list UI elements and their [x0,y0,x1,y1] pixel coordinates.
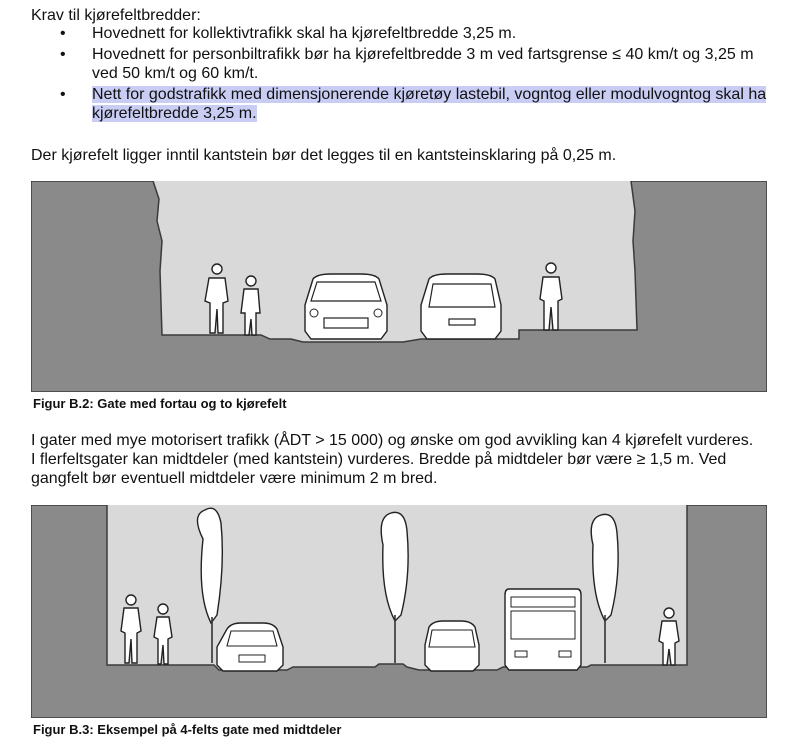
highlighted-bullet-text: Nett for godstrafikk med dimensjonerende kjøretøy lastebil, vogntog eller modulvogntog skal ha kjørefeltbredde 3,25 m. [92,86,767,122]
figure-b2-street-section [31,181,767,392]
list-item [56,45,776,83]
requirements-heading: Krav til kjørefeltbredder: [31,7,201,24]
bus-figure [505,589,581,670]
list-item [56,85,776,123]
car-front-view-figure [217,623,283,671]
list-item [56,24,776,43]
figure-b3-caption: Figur B.3: Eksempel på 4-felts gate med midtdeler [33,722,342,737]
paragraph-curb-clearance: Der kjørefelt ligger inntil kantstein bør det legges til en kantsteinsklaring på 0,25 m. [31,147,617,164]
four-lane-section-illustration [31,505,767,718]
requirements-list [56,24,776,125]
car-rear-view-figure [421,274,501,339]
figure-b2-caption: Figur B.2: Gate med fortau og to kjørefelt [33,396,287,411]
paragraph-median: I gater med mye motorisert trafikk (ÅDT > 15 000) og ønske om god avvikling kan 4 kjørefelt vurderes. I flerfeltsgater kan midtdeler (med kantstein) vurderes. Bredde på midtdeler bør være ≥ 1,5 m. Ved gangfelt bør eventuell midtdeler være minimum 2 m bred. [31,432,754,487]
car-front-view-figure [305,274,387,339]
bullet-text: Hovednett for kollektivtrafikk skal ha kjørefeltbredde 3,25 m. [92,25,517,42]
street-section-illustration [31,181,767,392]
car-rear-view-figure [425,621,479,671]
figure-b3-four-lane-section [31,505,767,718]
bullet-text: Hovednett for personbiltrafikk bør ha kjørefeltbredde 3 m ved fartsgrense ≤ 40 km/t og 3,25 m ved 50 km/t og 60 km/t. [92,46,754,82]
